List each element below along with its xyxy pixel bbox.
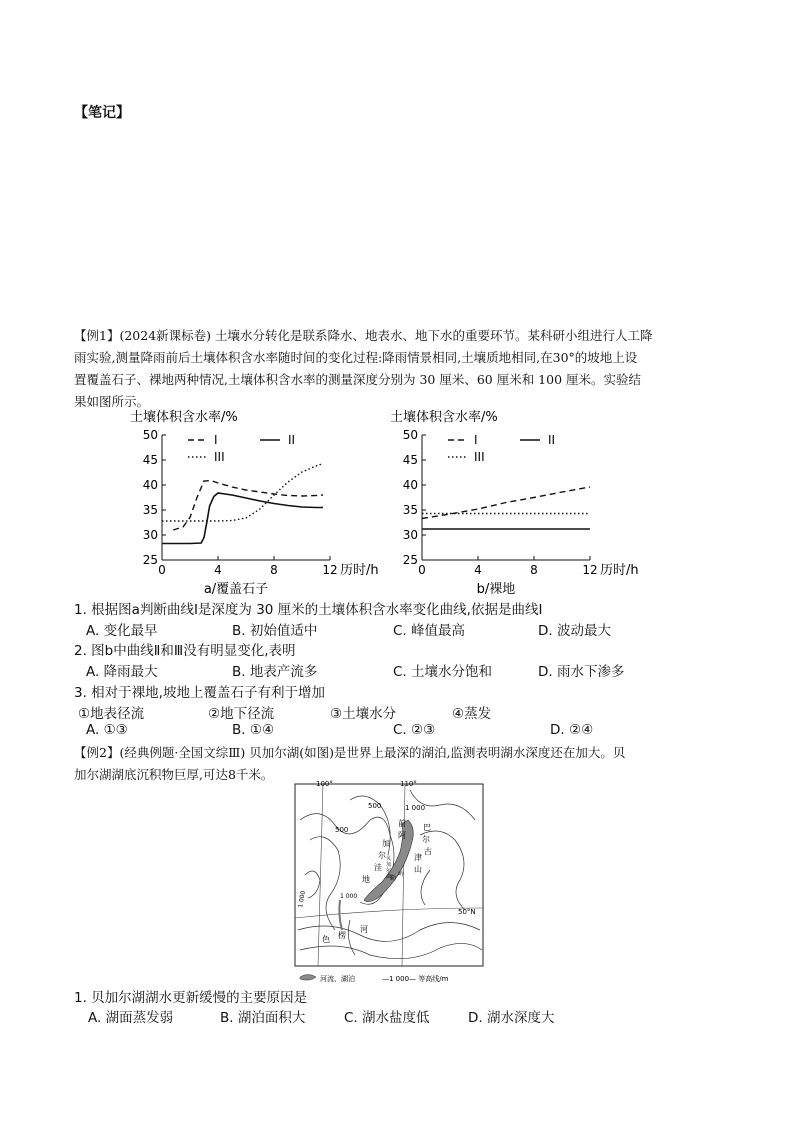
c0-x-tick-4: 4 xyxy=(214,563,222,577)
svg-text:尔: 尔 xyxy=(422,835,430,844)
c0-ylabel: 土壤体积含水率/% xyxy=(130,410,238,425)
c1-x-tick-0: 0 xyxy=(418,563,426,577)
q1-option-a[interactable]: A. 变化最早 xyxy=(86,623,158,639)
contour-label-1000: 1 000 xyxy=(405,804,426,812)
svg-text:岭: 岭 xyxy=(398,871,405,878)
c0-y-tick-35: 35 xyxy=(142,503,158,517)
c0-x-tick-0: 0 xyxy=(158,563,166,577)
c1-legend-label-I: I xyxy=(474,433,478,447)
c1-y-tick-25: 25 xyxy=(402,553,418,567)
svg-text:勒: 勒 xyxy=(390,875,397,882)
q2-option-c[interactable]: C. 土壤水分饱和 xyxy=(393,664,493,680)
svg-text:洼: 洼 xyxy=(374,863,382,872)
example1-line3: 置覆盖石子、裸地两种情况,土壤体积含水率的测量深度分别为 30 厘米、60 厘米和 100 厘米。实验结 xyxy=(74,372,642,387)
c0-legend-label-III: III xyxy=(214,450,225,464)
svg-text:地: 地 xyxy=(362,875,370,884)
svg-text:古: 古 xyxy=(424,847,432,856)
c0-y-tick-45: 45 xyxy=(142,453,158,467)
c1-y-tick-35: 35 xyxy=(402,503,418,517)
svg-text:尔: 尔 xyxy=(378,851,386,860)
svg-text:津: 津 xyxy=(414,853,422,862)
svg-text:楞: 楞 xyxy=(338,931,346,940)
example1-line4: 果如图所示。 xyxy=(74,394,150,409)
svg-text:巴: 巴 xyxy=(423,823,431,832)
c0-y-tick-30: 30 xyxy=(142,528,158,542)
question-1-stem: 1. 根据图a判断曲线I是深度为 30 厘米的土壤体积含水率变化曲线,依据是曲线I xyxy=(74,602,543,618)
lon-label-100: 100° xyxy=(316,780,333,788)
example2-line1: 【例2】(经典例题·全国文综Ⅲ) 贝加尔湖(如图)是世界上最深的湖泊,监测表明湖水深度还在加大。贝 xyxy=(74,745,626,760)
c1-x-tick-12: 12 xyxy=(582,563,598,577)
lon-label-110: 110° xyxy=(400,780,417,788)
svg-text:山: 山 xyxy=(414,865,422,874)
legend-lake-symbol xyxy=(300,975,316,981)
c0-y-tick-40: 40 xyxy=(142,478,158,492)
c1-y-tick-30: 30 xyxy=(402,528,418,542)
c0-legend-label-I: I xyxy=(214,433,218,447)
svg-text:贝: 贝 xyxy=(386,856,392,862)
c1-legend-label-III: III xyxy=(474,450,485,464)
contour-label-500: 500 xyxy=(368,802,382,810)
q3-item-1: ①地表径流 xyxy=(78,706,145,722)
ex2-q1-option-d[interactable]: D. 湖水深度大 xyxy=(468,1010,555,1026)
q2-option-d[interactable]: D. 雨水下渗多 xyxy=(538,664,625,680)
c1-y-tick-50: 50 xyxy=(402,428,418,442)
c0-series-I xyxy=(173,481,323,531)
c1-y-tick-45: 45 xyxy=(402,453,418,467)
ex2-q1-option-b[interactable]: B. 湖泊面积大 xyxy=(220,1010,306,1026)
c1-caption: b/裸地 xyxy=(476,582,516,595)
ex2-question-1-stem: 1. 贝加尔湖湖水更新缓慢的主要原因是 xyxy=(74,990,308,1006)
c1-xlabel: 历时/h xyxy=(600,563,639,578)
c0-y-tick-50: 50 xyxy=(142,428,158,442)
c1-x-tick-4: 4 xyxy=(474,563,482,577)
svg-text:河: 河 xyxy=(360,925,368,934)
c1-y-tick-40: 40 xyxy=(402,478,418,492)
c0-legend-label-II: II xyxy=(288,433,296,447)
example1-line2: 雨实验,测量降雨前后土壤体积含水率随时间的变化过程:降雨情景相同,土壤质地相同,在30°的坡地上设 xyxy=(74,350,638,365)
contour-label-1000b: 1 000 xyxy=(297,890,307,909)
contour-label-1000c: 1 000 xyxy=(340,893,358,900)
svg-text:尔: 尔 xyxy=(386,868,392,874)
c1-legend-label-II: II xyxy=(548,433,556,447)
q3-option-d[interactable]: D. ②④ xyxy=(550,722,594,738)
q3-option-b[interactable]: B. ①④ xyxy=(232,722,275,738)
svg-text:加: 加 xyxy=(386,862,392,868)
q1-option-d[interactable]: D. 波动最大 xyxy=(538,623,611,639)
q2-option-b[interactable]: B. 地表产流多 xyxy=(232,664,318,680)
notes-heading: 【笔记】 xyxy=(74,105,130,121)
q2-option-a[interactable]: A. 降雨最大 xyxy=(86,664,158,680)
baikal-map xyxy=(290,780,490,990)
chart-b-bare-land xyxy=(390,405,670,595)
c0-x-tick-12: 12 xyxy=(322,563,338,577)
c0-x-tick-8: 8 xyxy=(270,563,278,577)
svg-text:湖: 湖 xyxy=(386,874,392,880)
ex2-q1-option-a[interactable]: A. 湖面蒸发弱 xyxy=(88,1010,174,1026)
legend-contour-label: —1 000— 等高线/m xyxy=(382,975,449,983)
legend-lake-label: 河流、湖泊 xyxy=(320,975,355,983)
c0-y-tick-25: 25 xyxy=(142,553,158,567)
c1-x-tick-8: 8 xyxy=(530,563,538,577)
chart-a-covered-stones xyxy=(130,405,400,595)
example2-line2: 加尔湖湖底沉积物巨厚,可达8千米。 xyxy=(74,767,274,782)
q1-option-c[interactable]: C. 峰值最高 xyxy=(393,623,466,639)
contour-label-500b: 500 xyxy=(335,826,349,834)
q3-option-a[interactable]: A. ①③ xyxy=(86,722,128,738)
q1-option-b[interactable]: B. 初始值适中 xyxy=(232,623,318,639)
q3-item-3: ③土壤水分 xyxy=(330,706,397,722)
q3-option-c[interactable]: C. ②③ xyxy=(393,722,436,738)
svg-text:加: 加 xyxy=(382,839,390,848)
example1-line1: 【例1】(2024新课标卷) 土壤水分转化是联系降水、地表水、地下水的重要环节。某科研小组进行人工降 xyxy=(74,328,653,343)
c1-ylabel: 土壤体积含水率/% xyxy=(390,410,498,425)
ex2-q1-option-c[interactable]: C. 湖水盐度低 xyxy=(344,1010,430,1026)
q3-item-4: ④蒸发 xyxy=(452,706,492,722)
svg-text:色: 色 xyxy=(322,935,330,944)
q3-item-2: ②地下径流 xyxy=(208,706,275,722)
c0-caption: a/覆盖石子 xyxy=(203,582,269,595)
question-2-stem: 2. 图b中曲线Ⅱ和Ⅲ没有明显变化,表明 xyxy=(74,643,296,659)
question-3-stem: 3. 相对于裸地,坡地上覆盖石子有利于增加 xyxy=(74,685,325,701)
c0-xlabel: 历时/h xyxy=(340,563,379,578)
c0-series-III xyxy=(162,464,323,522)
svg-text:阿: 阿 xyxy=(398,831,406,840)
lat-label-50n: 50°N xyxy=(458,908,476,916)
svg-text:前: 前 xyxy=(398,819,406,828)
